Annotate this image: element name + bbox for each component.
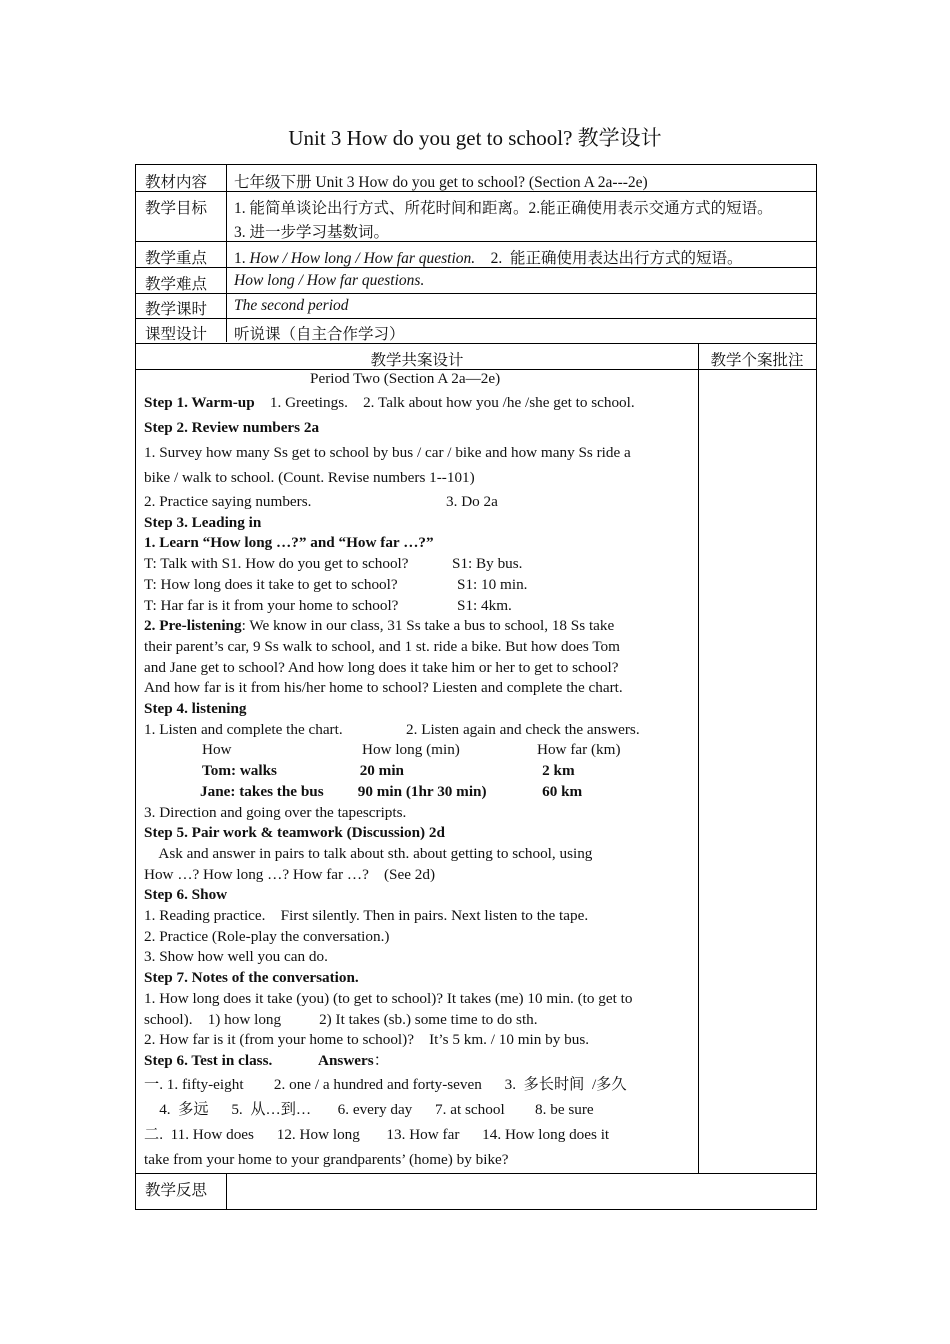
step-7-heading: Step 7. Notes of the conversation. <box>144 969 359 987</box>
difficulty-value: How long / How far questions. <box>234 272 425 289</box>
step-6-heading: Step 6. Show <box>144 886 228 904</box>
step-3-subheading: 1. Learn “How long …?” and “How far …?” <box>144 534 434 552</box>
dialogue-line: T: Talk with S1. How do you get to school? S1: By bus. <box>144 555 523 573</box>
step-6-line: 3. Show how well you can do. <box>144 948 328 966</box>
pre-listening-line: 2. Pre-listening: We know in our class, 31 Ss take a bus to school, 18 Ss take <box>144 617 615 635</box>
step-5-line: How …? How long …? How far …? (See 2d) <box>144 865 436 883</box>
content-value: 七年级下册 Unit 3 How do you get to school? (Section A 2a---2e) <box>234 174 648 191</box>
row-divider <box>136 318 816 319</box>
chart-cell: 20 min <box>359 762 404 780</box>
dialogue-line: T: How long does it take to get to school? S1: 10 min. <box>144 575 528 593</box>
chart-cell: Tom: walks <box>202 762 277 780</box>
common-plan-header: 教学共案设计 <box>370 352 464 369</box>
lesson-type-value: 听说课（自主合作学习） <box>234 326 405 343</box>
answer-line: take from your home to your grandparents’ (home) by bike? <box>144 1150 509 1168</box>
period-value: The second period <box>234 297 349 314</box>
step-7-line: 2. How far is it (from your home to school)? It’s 5 km. / 10 min by bus. <box>144 1031 590 1049</box>
step-2-line: bike / walk to school. (Count. Revise numbers 1--101) <box>144 468 475 486</box>
step-4-heading: Step 4. listening <box>144 700 247 718</box>
row-divider <box>136 293 816 294</box>
lesson-body <box>144 369 690 1172</box>
test-heading: Step 6. Test in class. Answers： <box>144 1051 389 1069</box>
chart-header-cell: How far (km) <box>537 741 621 759</box>
answer-line: 二. 11. How does 12. How long 13. How far 14. How long does it <box>144 1125 610 1143</box>
step-7-line: school). 1) how long 2) It takes (sb.) some time to do sth. <box>144 1010 538 1028</box>
chart-cell: Jane: takes the bus <box>200 782 324 800</box>
period-label: 教学课时 <box>145 301 208 318</box>
chart-row <box>144 782 690 803</box>
pre-listening-line: their parent’s car, 9 Ss walk to school, and 1 st. ride a bike. But how does Tom <box>144 637 620 655</box>
answer-line: 4. 多远 5. 从…到… 6. every day 7. at school 8. be sure <box>144 1100 594 1118</box>
step-5-heading: Step 5. Pair work & teamwork (Discussion) 2d <box>144 824 445 842</box>
goal-line2: 3. 进一步学习基数词。 <box>234 224 390 241</box>
chart-header-row <box>144 740 690 761</box>
chart-cell: 90 min (1hr 30 min) <box>357 782 487 800</box>
step-2-line: 2. Practice saying numbers. 3. Do 2a <box>144 492 498 510</box>
chart-row <box>144 761 690 782</box>
chart-cell: 2 km <box>542 762 575 780</box>
answer-line: 一. 1. fifty-eight 2. one / a hundred and forty-seven 3. 多长时间 /多久 <box>144 1075 627 1093</box>
key-point-label: 教学重点 <box>145 250 208 267</box>
step-2-line: 1. Survey how many Ss get to school by bus / car / bike and how many Ss ride a <box>144 443 631 461</box>
step-4-line: 1. Listen and complete the chart. 2. Listen again and check the answers. <box>144 720 640 738</box>
step-2-heading: Step 2. Review numbers 2a <box>144 418 320 436</box>
pre-listening-line: and Jane get to school? And how long does it take him or her to get to school? <box>144 658 619 676</box>
step-6-line: 1. Reading practice. First silently. Then in pairs. Next listen to the tape. <box>144 907 589 925</box>
key-point-value: 1. How / How long / How far question. 2. 能正确使用表达出行方式的短语。 <box>234 250 743 267</box>
reflection-label: 教学反思 <box>145 1182 208 1199</box>
chart-header-cell: How <box>202 741 232 759</box>
dialogue-line: T: Har far is it from your home to school? S1: 4km. <box>144 596 512 614</box>
chart-header-cell: How long (min) <box>362 741 460 759</box>
step-4-line: 3. Direction and going over the tapescripts. <box>144 803 407 821</box>
lesson-type-label: 课型设计 <box>145 326 208 343</box>
difficulty-label: 教学难点 <box>145 276 208 293</box>
step-3-heading: Step 3. Leading in <box>144 513 262 531</box>
period-subtitle: Period Two (Section A 2a—2e) <box>310 370 501 387</box>
content-label: 教材内容 <box>145 174 208 191</box>
step-5-line: Ask and answer in pairs to talk about sth. about getting to school, using <box>144 844 593 862</box>
personal-notes-header: 教学个案批注 <box>710 352 804 369</box>
pre-listening-line: And how far is it from his/her home to school? Liesten and complete the chart. <box>144 679 623 697</box>
notes-column-divider <box>698 343 699 1173</box>
step-6-line: 2. Practice (Role-play the conversation.) <box>144 927 390 945</box>
goal-label: 教学目标 <box>145 200 208 217</box>
step-7-line: 1. How long does it take (you) (to get to school)? It takes (me) 10 min. (to get to <box>144 989 633 1007</box>
step-1: Step 1. Warm-up 1. Greetings. 2. Talk about how you /he /she get to school. <box>144 393 635 411</box>
page-title: Unit 3 How do you get to school? 教学设计 <box>288 126 662 150</box>
lesson-plan-table <box>135 164 817 1210</box>
chart-cell: 60 km <box>542 782 583 800</box>
reflection-field[interactable] <box>227 1174 816 1209</box>
goal-line1: 1. 能简单谈论出行方式、所花时间和距离。2.能正确使用表示交通方式的短语。 <box>234 200 773 217</box>
